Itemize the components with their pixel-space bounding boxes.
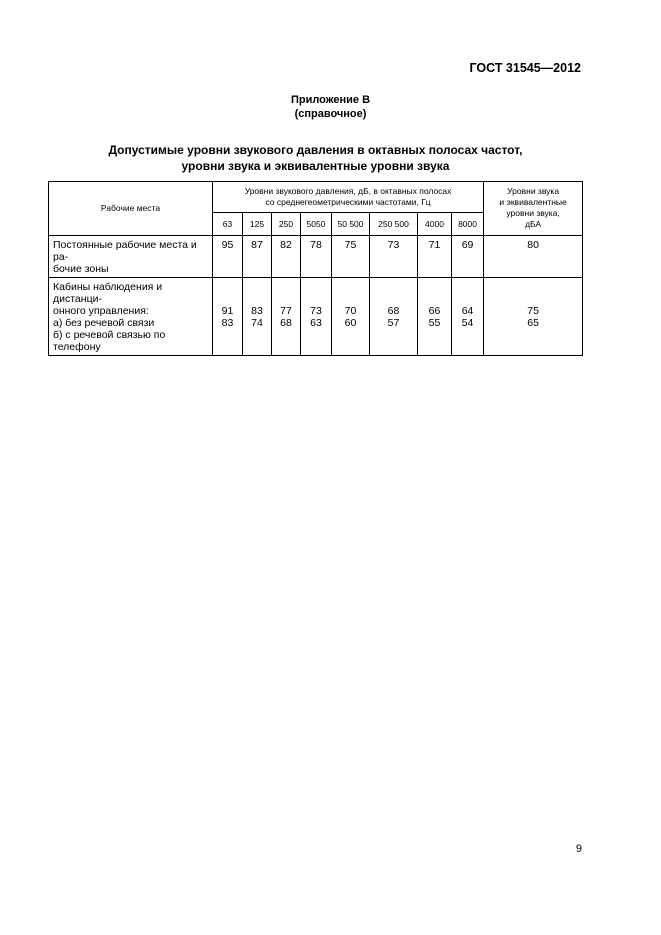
value-b: 68 — [280, 317, 292, 329]
row-label-sub-b: б) с речевой связью по телефону — [53, 329, 166, 353]
freq-header: 125 — [243, 213, 272, 236]
header-sound-pressure — [213, 182, 484, 213]
row-label-sub-a: а) без речевой связи — [53, 317, 155, 329]
page-number: 9 — [575, 843, 582, 855]
value-a: 73 — [310, 305, 322, 317]
table-row — [49, 236, 583, 278]
table-caption — [0, 142, 631, 174]
table-cell: 95 — [213, 236, 243, 278]
table-cell — [332, 278, 370, 356]
table-cell — [418, 278, 452, 356]
header-sound-level-line-3: уровни звука, — [506, 208, 560, 218]
value-b: 55 — [428, 317, 441, 329]
header-sound-pressure-line-1: Уровни звукового давления, дБ, в октавных полосах — [244, 186, 452, 196]
value-b: 54 — [461, 317, 474, 329]
caption-line-2: уровни звука и эквивалентные уровни звука — [181, 159, 450, 173]
noise-levels-table-wrapper — [48, 181, 582, 356]
noise-levels-table — [48, 181, 583, 356]
caption-line-1: Допустимые уровни звукового давления в октавных полосах частот, — [108, 143, 523, 157]
value-a: 77 — [280, 305, 292, 317]
freq-header: 250 — [272, 213, 301, 236]
row-label-line-2: онного управления: — [53, 305, 149, 317]
value-a: 70 — [344, 305, 357, 317]
row-label — [49, 236, 213, 278]
value-a: 64 — [461, 305, 474, 317]
freq-header: 63 — [213, 213, 243, 236]
freq-header: 5050 — [301, 213, 332, 236]
table-cell: 78 — [301, 236, 332, 278]
header-sound-level-line-2: и эквивалентные — [499, 197, 567, 207]
value-b: 65 — [527, 317, 539, 329]
row-label-line-1: Кабины наблюдения и дистанци- — [53, 281, 163, 305]
table-cell — [452, 278, 484, 356]
appendix-title — [0, 93, 661, 121]
header-sound-level — [484, 182, 583, 236]
table-cell: 73 — [370, 236, 418, 278]
row-label — [49, 278, 213, 356]
row-label-line-2: бочие зоны — [53, 263, 109, 275]
table-cell-level — [484, 278, 583, 356]
freq-header: 50 500 — [332, 213, 370, 236]
freq-header: 250 500 — [370, 213, 418, 236]
value-a: 68 — [387, 305, 400, 317]
header-sound-level-line-1: Уровни звука — [507, 186, 560, 196]
value-a: 83 — [251, 305, 263, 317]
value-b: 60 — [344, 317, 357, 329]
value-b: 83 — [221, 317, 234, 329]
appendix-heading: Приложение В — [290, 94, 371, 106]
value-b: 63 — [310, 317, 322, 329]
document-code: ГОСТ 31545—2012 — [469, 61, 581, 75]
freq-header: 8000 — [452, 213, 484, 236]
value-a: 66 — [428, 305, 441, 317]
header-sound-level-line-4: дБА — [525, 219, 542, 229]
table-cell — [213, 278, 243, 356]
table-cell-level: 80 — [484, 236, 583, 278]
table-cell: 69 — [452, 236, 484, 278]
table-cell — [272, 278, 301, 356]
appendix-subheading: (справочное) — [294, 108, 367, 120]
table-cell — [243, 278, 272, 356]
value-b: 74 — [251, 317, 263, 329]
table-cell: 87 — [243, 236, 272, 278]
value-b: 57 — [387, 317, 400, 329]
header-sound-pressure-line-2: со среднегеометрическими частотами, Гц — [265, 197, 431, 207]
value-a: 75 — [527, 305, 539, 317]
table-cell: 82 — [272, 236, 301, 278]
header-workplace: Рабочие места — [49, 182, 213, 236]
table-cell — [301, 278, 332, 356]
value-a: 91 — [221, 305, 234, 317]
table-row — [49, 278, 583, 356]
row-label-line-1: Постоянные рабочие места и ра- — [53, 239, 197, 263]
freq-header: 4000 — [418, 213, 452, 236]
table-cell — [370, 278, 418, 356]
table-cell: 75 — [332, 236, 370, 278]
table-cell: 71 — [418, 236, 452, 278]
